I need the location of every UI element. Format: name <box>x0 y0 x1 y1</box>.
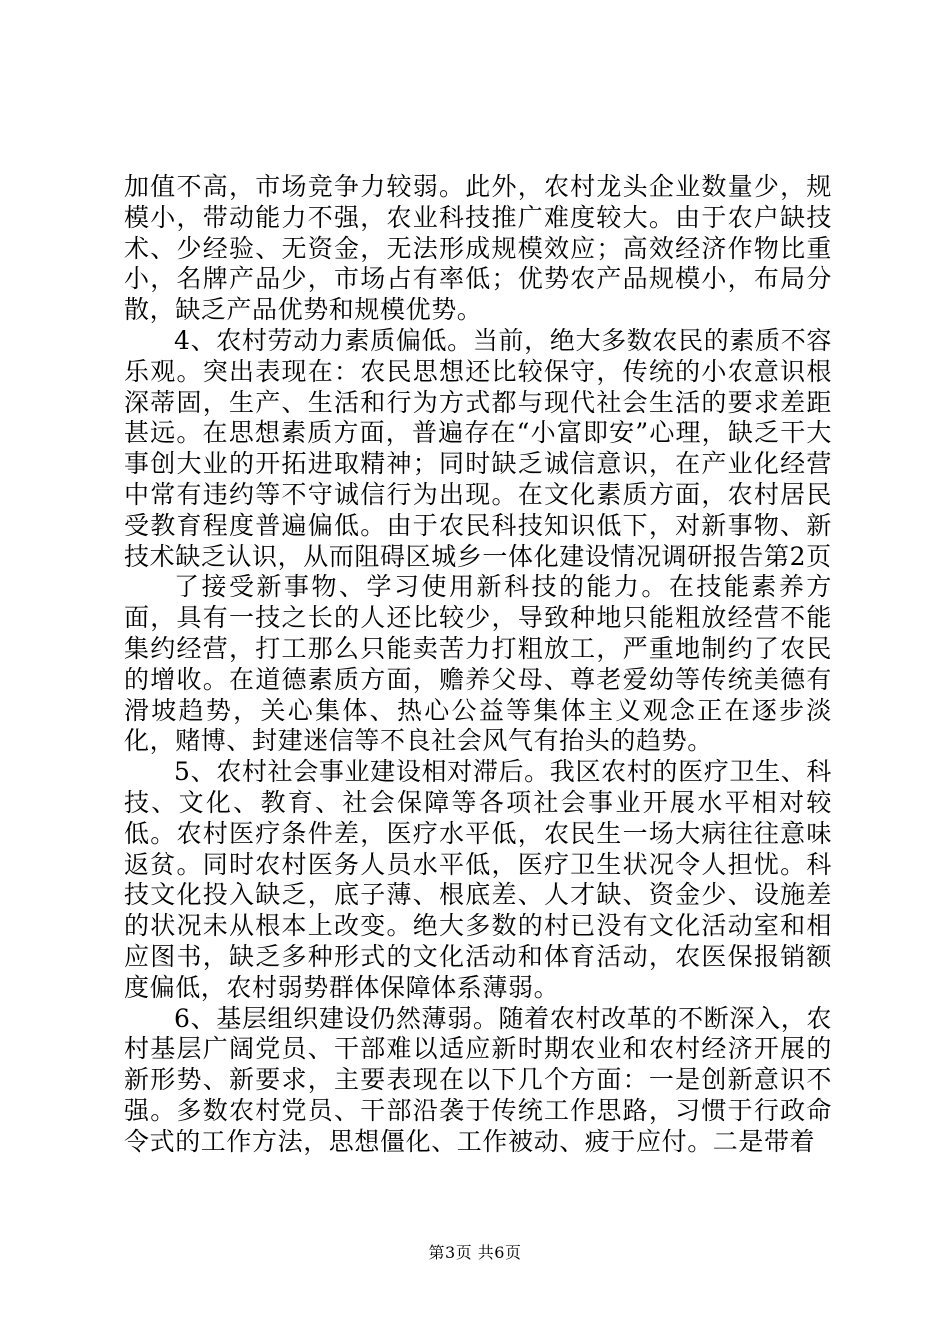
page-footer: 第3页 共6页 <box>428 1243 522 1262</box>
paragraph-labor-quality: 4、农村劳动力素质偏低。当前，绝大多数农民的素质不容乐观。突出表现在：农民思想还比较保守，传统的小农意识根深蒂固，生产、生活和行为方式都与现代社会生活的要求差距甚远。在思想素质方面，普遍存在“小富即安”心理，缺乏干大事创大业的开拓进取精神；同时缺乏诚信意识，在产业化经营中常有违约等不守诚信行为出现。在文化素质方面，农村居民受教育程度普遍偏低。由于农民科技知识低下，对新事物、新技术缺乏认识，从而阻碍区城乡一体化建设情况调研报告第2页 <box>124 325 832 571</box>
paragraph-skills-morality: 了接受新事物、学习使用新科技的能力。在技能素养方面，具有一技之长的人还比较少，导致种地只能粗放经营不能集约经营，打工那么只能卖苦力打粗放工，严重地制约了农民的增收。在道德素质方面，赡养父母、尊老爱幼等传统美德有滑坡趋势，关心集体、热心公益等集体主义观念正在逐步淡化，赌博、封建迷信等不良社会风气有抬头的趋势。 <box>124 572 832 756</box>
paragraph-social-undertakings: 5、农村社会事业建设相对滞后。我区农村的医疗卫生、科技、文化、教育、社会保障等各项社会事业开展水平相对较低。农村医疗条件差，医疗水平低，农民生一场大病往往意味返贫。同时农村医务人员水平低，医疗卫生状况令人担忧。科技文化投入缺乏，底子薄、根底差、人才缺、资金少、设施差的状况未从根本上改变。绝大多数的村已没有文化活动室和相应图书，缺乏多种形式的文化活动和体育活动，农医保报销额度偏低，农村弱势群体保障体系薄弱。 <box>124 757 832 1002</box>
paragraph-grassroots-organization: 6、基层组织建设仍然薄弱。随着农村改革的不断深入，农村基层广阔党员、干部难以适应新时期农业和农村经济开展的新形势、新要求，主要表现在以下几个方面：一是创新意识不强。多数农村党员、干部沿袭于传统工作思路，习惯于行政命令式的工作方法，思想僵化、工作被动、疲于应付。二是带着 <box>124 1003 832 1156</box>
paragraph-continuation: 加值不高，市场竞争力较弱。此外，农村龙头企业数量少，规模小，带动能力不强，农业科技推广难度较大。由于农户缺技术、少经验、无资金，无法形成规模效应；高效经济作物比重小，名牌产品少，市场占有率低；优势农产品规模小，布局分散，缺乏产品优势和规模优势。 <box>124 172 832 325</box>
document-body <box>124 172 832 1158</box>
